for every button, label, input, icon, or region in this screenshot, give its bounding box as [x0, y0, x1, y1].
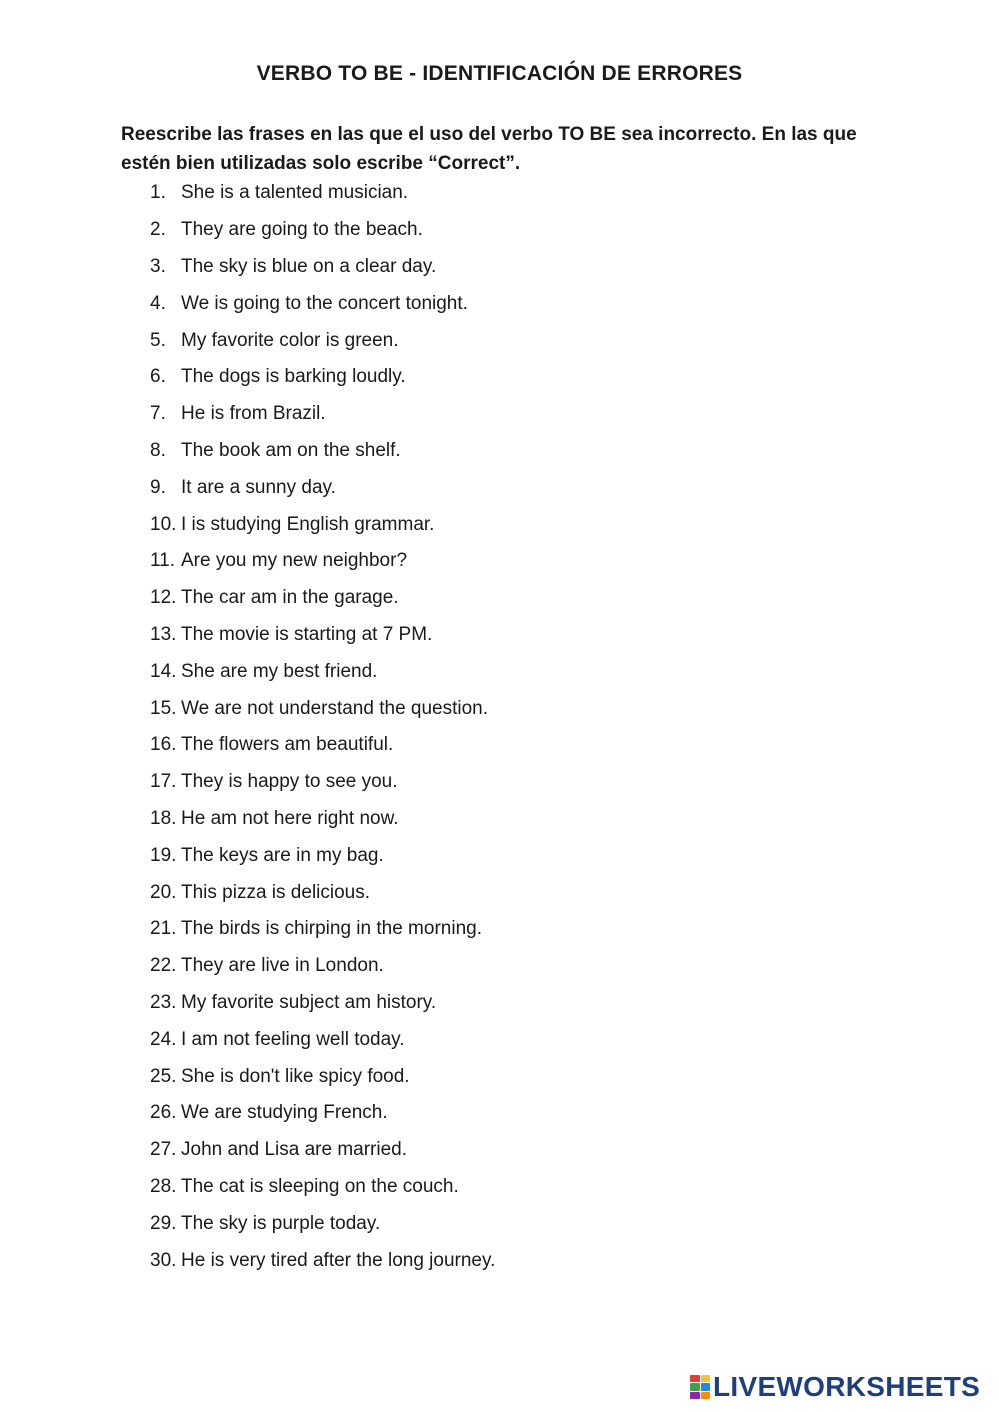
- item-sentence: We are not understand the question.: [181, 697, 489, 719]
- list-item: [150, 506, 495, 543]
- list-item: [150, 469, 495, 506]
- item-number: 17.: [150, 771, 177, 793]
- list-item: [150, 1132, 495, 1169]
- item-sentence: She is a talented musician.: [181, 182, 409, 204]
- item-sentence: She are my best friend.: [181, 660, 378, 682]
- item-sentence: He is from Brazil.: [181, 403, 326, 425]
- logo-text: LIVEWORKSHEETS: [713, 1371, 981, 1402]
- list-item: [150, 322, 495, 359]
- item-number: 9.: [150, 476, 166, 498]
- item-number: 26.: [150, 1102, 177, 1124]
- item-sentence: It are a sunny day.: [181, 476, 336, 498]
- item-sentence: The dogs is barking loudly.: [181, 366, 406, 388]
- item-sentence: This pizza is delicious.: [181, 881, 371, 903]
- item-number: 10.: [150, 513, 177, 535]
- list-item: [150, 690, 495, 727]
- list-item: [150, 617, 495, 654]
- item-sentence: The birds is chirping in the morning.: [181, 918, 482, 940]
- list-item: [150, 653, 495, 690]
- instructions: Reescribe las frases en las que el uso del verbo TO BE sea incorrecto. En las que estén bien utilizadas solo escribe “Correct”.: [121, 124, 857, 174]
- item-number: 8.: [150, 439, 166, 461]
- logo-square: [701, 1375, 711, 1382]
- list-item: [150, 1205, 495, 1242]
- list-item: [150, 433, 495, 470]
- item-sentence: The book am on the shelf.: [181, 439, 401, 461]
- item-number: 3.: [150, 255, 166, 277]
- list-item: [150, 874, 495, 911]
- item-number: 18.: [150, 807, 177, 829]
- list-item: [150, 249, 495, 286]
- logo-square: [701, 1392, 711, 1399]
- item-number: 30.: [150, 1249, 177, 1271]
- item-number: 15.: [150, 697, 177, 719]
- item-sentence: The sky is blue on a clear day.: [181, 255, 437, 277]
- logo-square: [690, 1375, 700, 1382]
- list-item: [150, 285, 495, 322]
- item-sentence: They is happy to see you.: [181, 771, 398, 793]
- item-sentence: He am not here right now.: [181, 807, 399, 829]
- item-number: 21.: [150, 918, 177, 940]
- item-sentence: She is don't like spicy food.: [181, 1065, 410, 1087]
- item-sentence: The car am in the garage.: [181, 587, 399, 609]
- item-number: 25.: [150, 1065, 177, 1087]
- item-number: 28.: [150, 1175, 177, 1197]
- item-sentence: My favorite color is green.: [181, 329, 399, 351]
- item-number: 23.: [150, 991, 177, 1013]
- item-sentence: I am not feeling well today.: [181, 1028, 405, 1050]
- list-item: [150, 396, 495, 433]
- item-number: 16.: [150, 734, 177, 756]
- item-number: 1.: [150, 182, 166, 204]
- item-sentence: John and Lisa are married.: [181, 1139, 408, 1161]
- list-item: [150, 727, 495, 764]
- list-item: [150, 1058, 495, 1095]
- item-sentence: The flowers am beautiful.: [181, 734, 394, 756]
- worksheet-title: VERBO TO BE - IDENTIFICACIÓN DE ERRORES: [256, 62, 743, 85]
- item-number: 22.: [150, 955, 177, 977]
- liveworksheets-logo[interactable]: [690, 1370, 980, 1404]
- item-sentence: He is very tired after the long journey.: [181, 1249, 496, 1271]
- item-sentence: The keys are in my bag.: [181, 844, 384, 866]
- item-number: 5.: [150, 329, 166, 351]
- list-item: [150, 543, 495, 580]
- item-number: 24.: [150, 1028, 177, 1050]
- list-item: [150, 175, 495, 212]
- item-number: 29.: [150, 1212, 177, 1234]
- item-number: 19.: [150, 844, 177, 866]
- liveworksheets-logo-icon: [690, 1375, 710, 1399]
- item-number: 2.: [150, 219, 166, 241]
- list-item: [150, 1021, 495, 1058]
- item-sentence: Are you my new neighbor?: [181, 550, 408, 572]
- item-sentence: We are studying French.: [181, 1102, 388, 1124]
- list-item: [150, 985, 495, 1022]
- item-number: 14.: [150, 660, 177, 682]
- item-sentence: The sky is purple today.: [181, 1212, 381, 1234]
- sentence-list: [150, 175, 495, 1279]
- item-number: 12.: [150, 587, 177, 609]
- list-item: [150, 212, 495, 249]
- list-item: [150, 764, 495, 801]
- logo-square: [690, 1383, 700, 1390]
- item-sentence: The movie is starting at 7 PM.: [181, 623, 433, 645]
- list-item: [150, 911, 495, 948]
- list-item: [150, 359, 495, 396]
- logo-square: [690, 1392, 700, 1399]
- item-number: 27.: [150, 1139, 177, 1161]
- list-item: [150, 837, 495, 874]
- item-number: 6.: [150, 366, 166, 388]
- item-number: 4.: [150, 292, 166, 314]
- item-sentence: They are live in London.: [181, 955, 384, 977]
- item-sentence: My favorite subject am history.: [181, 991, 437, 1013]
- list-item: [150, 1169, 495, 1206]
- item-number: 11.: [150, 550, 176, 572]
- item-number: 20.: [150, 881, 177, 903]
- list-item: [150, 580, 495, 617]
- logo-square: [701, 1383, 711, 1390]
- item-sentence: They are going to the beach.: [181, 219, 423, 241]
- list-item: [150, 1242, 495, 1279]
- item-sentence: I is studying English grammar.: [181, 513, 435, 535]
- item-number: 7.: [150, 403, 166, 425]
- list-item: [150, 948, 495, 985]
- item-sentence: We is going to the concert tonight.: [181, 292, 468, 314]
- list-item: [150, 801, 495, 838]
- item-sentence: The cat is sleeping on the couch.: [181, 1175, 459, 1197]
- item-number: 13.: [150, 623, 177, 645]
- list-item: [150, 1095, 495, 1132]
